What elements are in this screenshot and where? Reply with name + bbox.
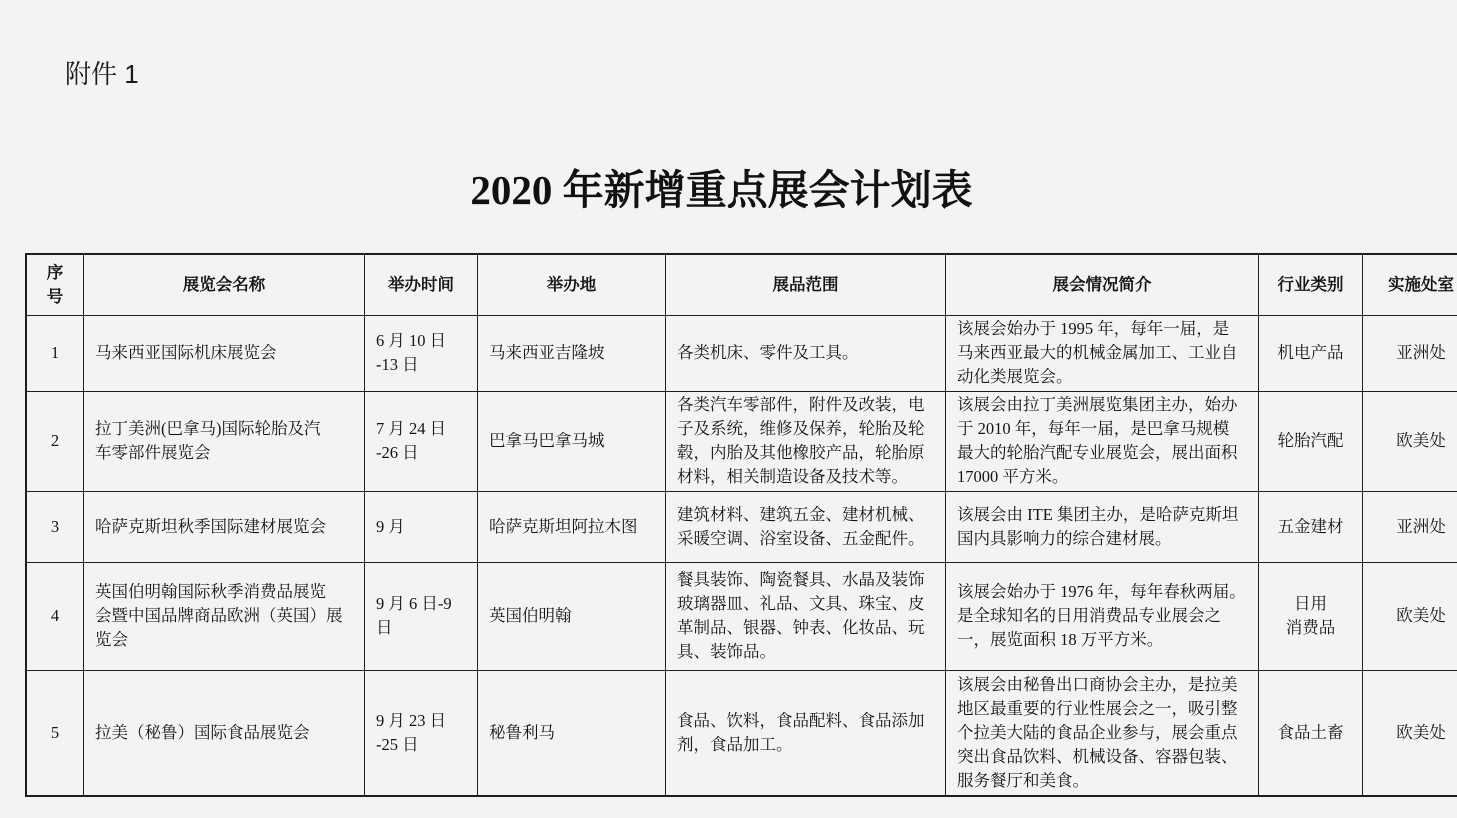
cell-category: 机电产品 xyxy=(1259,315,1363,391)
cell-venue: 英国伯明翰 xyxy=(478,562,666,670)
cell-date: 9 月 23 日 -25 日 xyxy=(365,670,478,796)
cell-venue: 马来西亚吉隆坡 xyxy=(478,315,666,391)
cell-division: 欧美处 xyxy=(1363,562,1457,670)
cell-intro: 该展会始办于 1976 年，每年春秋两届。 是全球知名的日用消费品专业展会之 一，展览面积 18 万平方米。 xyxy=(946,562,1259,670)
table-row xyxy=(26,491,1457,562)
cell-exhibits: 食品、饮料，食品配料、食品添加 剂，食品加工。 xyxy=(666,670,946,796)
cell-division: 亚洲处 xyxy=(1363,491,1457,562)
cell-category: 日用 消费品 xyxy=(1259,562,1363,670)
header-division: 实施处室 xyxy=(1363,254,1457,315)
cell-intro: 该展会始办于 1995 年，每年一届，是 马来西亚最大的机械金属加工、工业自 动化类展览会。 xyxy=(946,315,1259,391)
cell-date: 7 月 24 日 -26 日 xyxy=(365,391,478,491)
header-category: 行业类别 xyxy=(1259,254,1363,315)
cell-exhibits: 餐具装饰、陶瓷餐具、水晶及装饰 玻璃器皿、礼品、文具、珠宝、皮 革制品、银器、钟表、化妆品、玩 具、装饰品。 xyxy=(666,562,946,670)
cell-intro: 该展会由 ITE 集团主办，是哈萨克斯坦 国内具影响力的综合建材展。 xyxy=(946,491,1259,562)
cell-no: 3 xyxy=(26,491,84,562)
header-no: 序 号 xyxy=(26,254,84,315)
cell-date: 9 月 6 日-9 日 xyxy=(365,562,478,670)
document-title: 2020 年新增重点展会计划表 xyxy=(470,167,973,213)
header-date: 举办时间 xyxy=(365,254,478,315)
cell-exhibition-name: 拉美（秘鲁）国际食品展览会 xyxy=(84,670,365,796)
cell-intro: 该展会由拉丁美洲展览集团主办，始办 于 2010 年，每年一届，是巴拿马规模 最大的轮胎汽配专业展览会，展出面积 17000 平方米。 xyxy=(946,391,1259,491)
cell-exhibition-name: 马来西亚国际机床展览会 xyxy=(84,315,365,391)
cell-category: 轮胎汽配 xyxy=(1259,391,1363,491)
table-row xyxy=(26,562,1457,670)
table-row xyxy=(26,315,1457,391)
cell-exhibits: 各类机床、零件及工具。 xyxy=(666,315,946,391)
cell-venue: 巴拿马巴拿马城 xyxy=(478,391,666,491)
table-header-row xyxy=(26,254,1457,315)
cell-no: 2 xyxy=(26,391,84,491)
cell-no: 1 xyxy=(26,315,84,391)
exhibition-plan-table xyxy=(25,253,1457,797)
cell-venue: 哈萨克斯坦阿拉木图 xyxy=(478,491,666,562)
header-exhibition-name: 展览会名称 xyxy=(84,254,365,315)
table-row xyxy=(26,391,1457,491)
cell-exhibits: 建筑材料、建筑五金、建材机械、 采暖空调、浴室设备、五金配件。 xyxy=(666,491,946,562)
cell-category: 五金建材 xyxy=(1259,491,1363,562)
cell-division: 欧美处 xyxy=(1363,670,1457,796)
cell-intro: 该展会由秘鲁出口商协会主办，是拉美 地区最重要的行业性展会之一，吸引整 个拉美大陆的食品企业参与，展会重点 突出食品饮料、机械设备、容器包装、 服务餐厅和美食。 xyxy=(946,670,1259,796)
attachment-label: 附件 1 xyxy=(65,59,139,89)
cell-exhibition-name: 拉丁美洲(巴拿马)国际轮胎及汽 车零部件展览会 xyxy=(84,391,365,491)
cell-date: 6 月 10 日 -13 日 xyxy=(365,315,478,391)
cell-no: 5 xyxy=(26,670,84,796)
cell-division: 亚洲处 xyxy=(1363,315,1457,391)
cell-exhibition-name: 英国伯明翰国际秋季消费品展览 会暨中国品牌商品欧洲（英国）展 览会 xyxy=(84,562,365,670)
cell-category: 食品土畜 xyxy=(1259,670,1363,796)
header-venue: 举办地 xyxy=(478,254,666,315)
table-row xyxy=(26,670,1457,796)
cell-division: 欧美处 xyxy=(1363,391,1457,491)
cell-venue: 秘鲁利马 xyxy=(478,670,666,796)
header-exhibits: 展品范围 xyxy=(666,254,946,315)
cell-date: 9 月 xyxy=(365,491,478,562)
cell-no: 4 xyxy=(26,562,84,670)
cell-exhibits: 各类汽车零部件，附件及改装，电 子及系统，维修及保养，轮胎及轮 毂，内胎及其他橡胶产品，轮胎原 材料，相关制造设备及技术等。 xyxy=(666,391,946,491)
header-intro: 展会情况简介 xyxy=(946,254,1259,315)
cell-exhibition-name: 哈萨克斯坦秋季国际建材展览会 xyxy=(84,491,365,562)
